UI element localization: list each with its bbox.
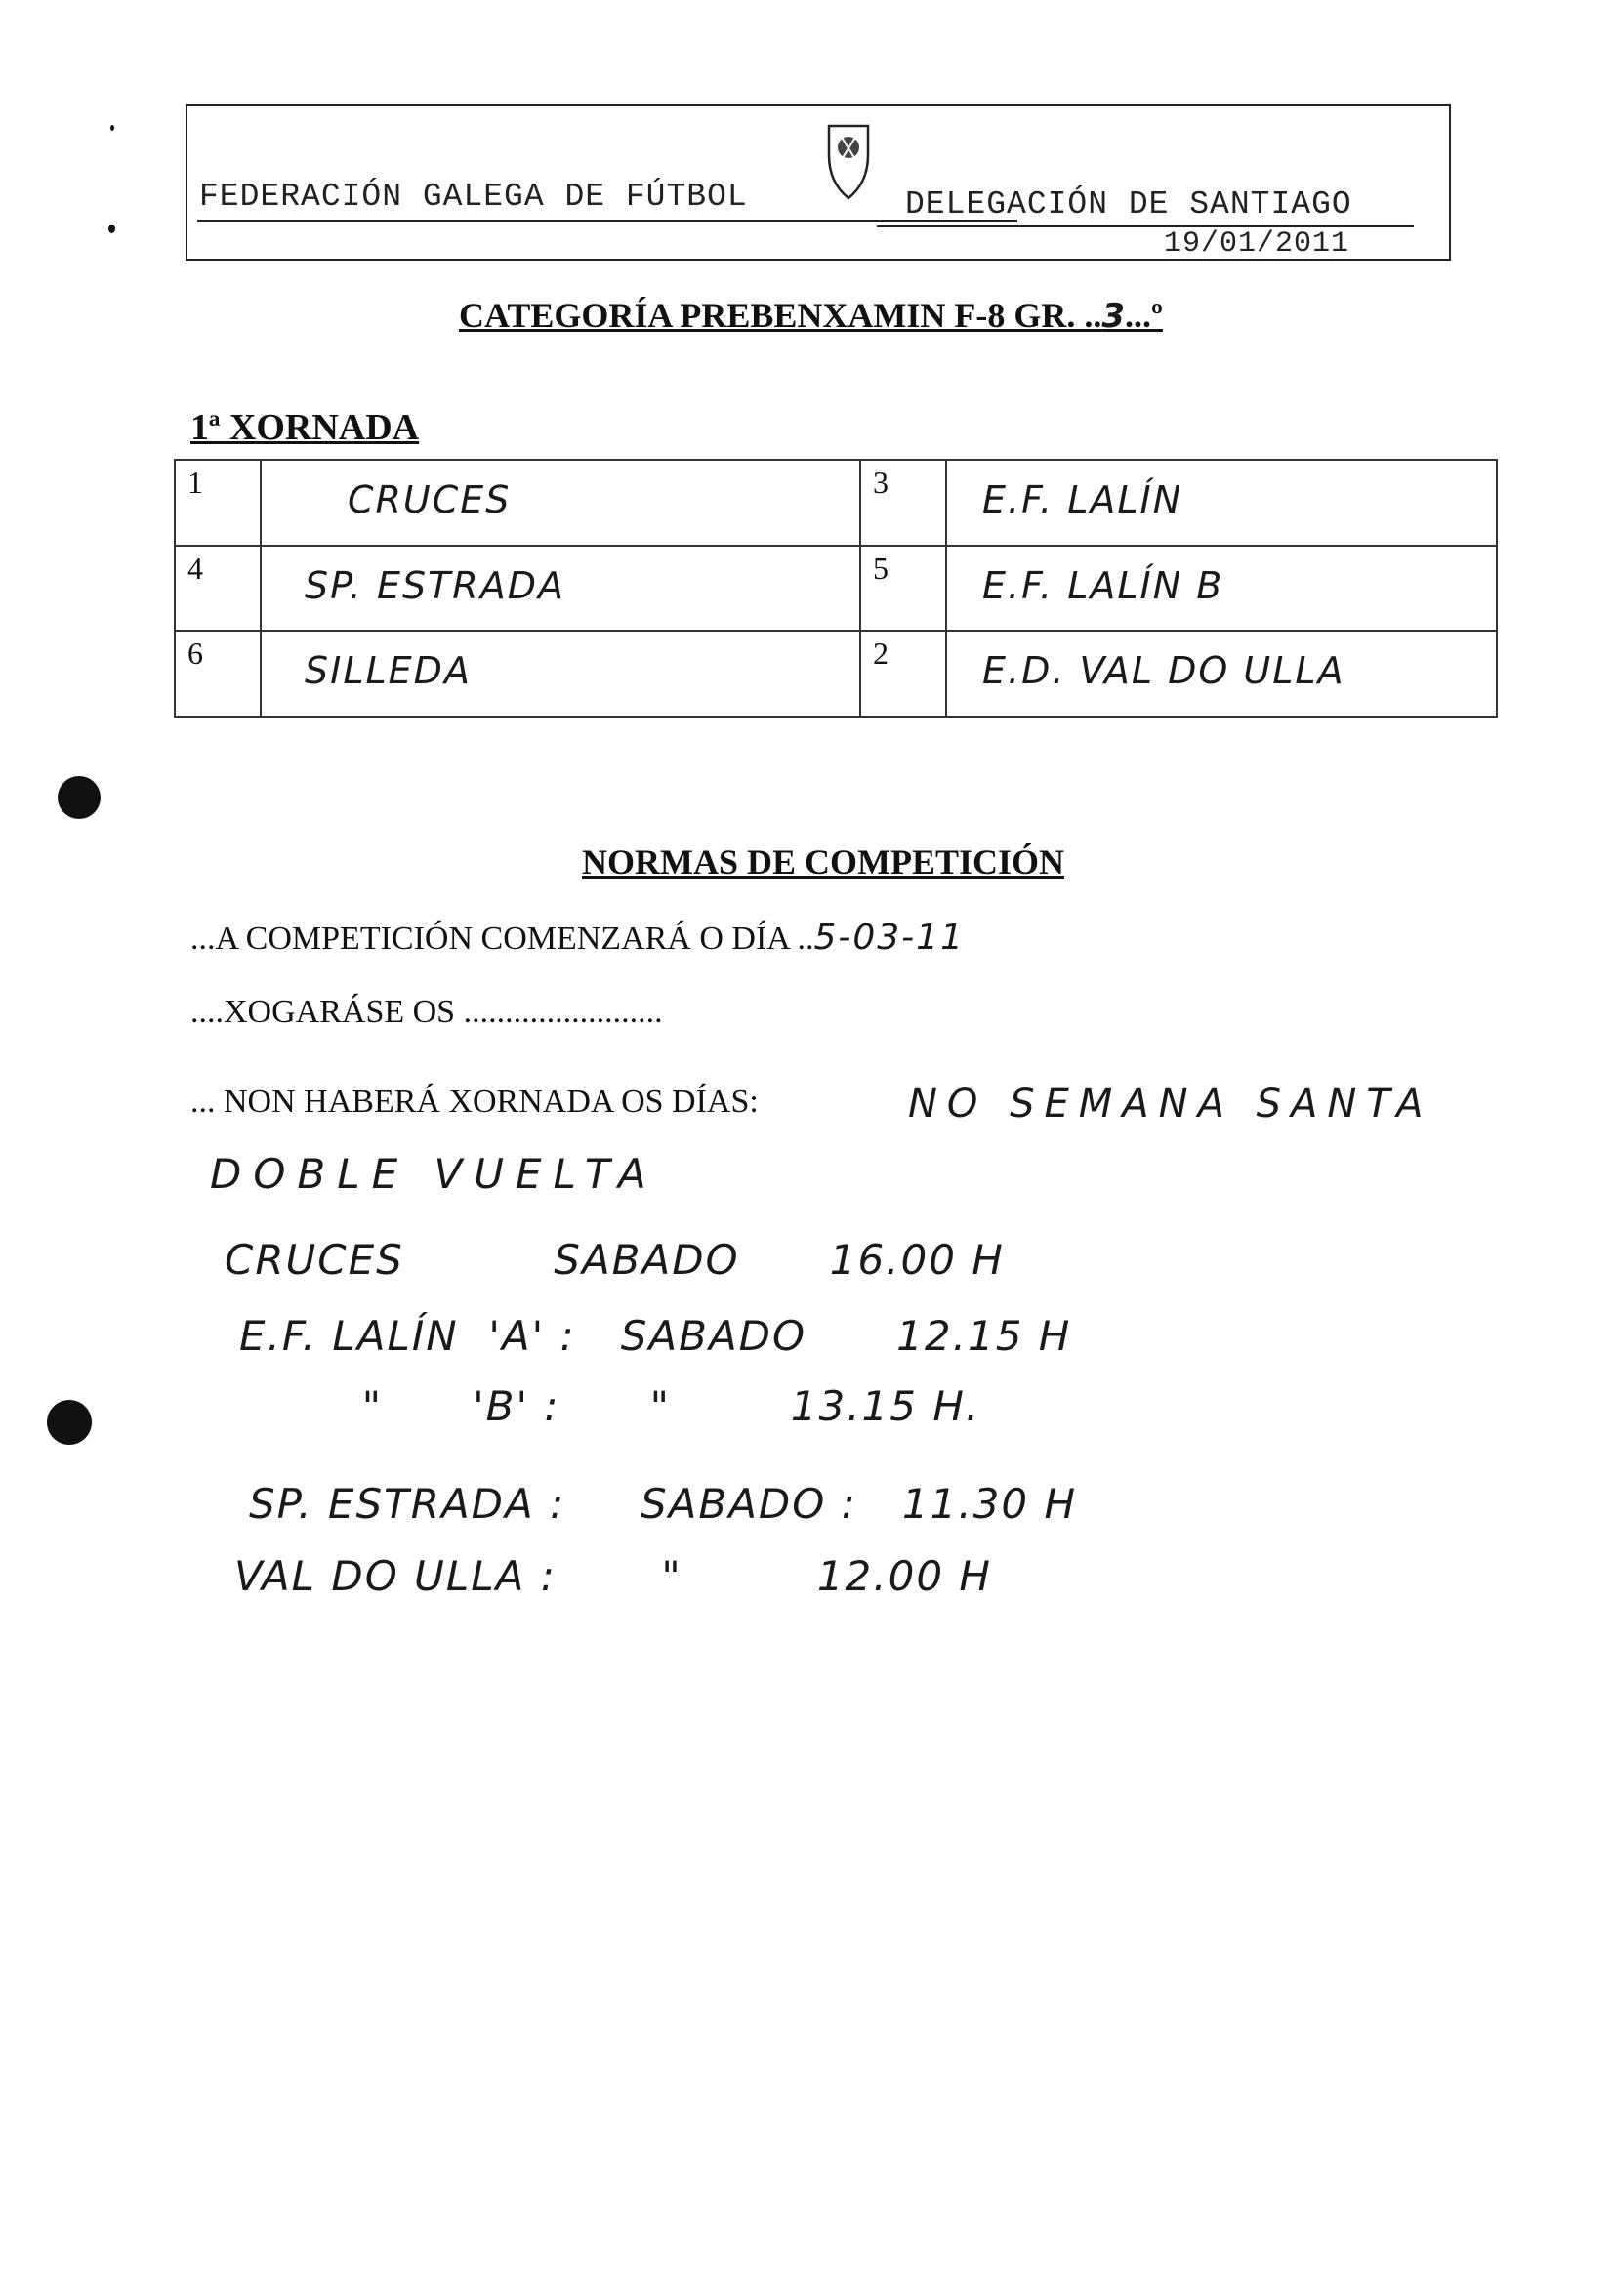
- start-date-value: 5-03-11: [813, 918, 965, 958]
- no-round-value: NO SEMANA SANTA: [908, 1082, 1433, 1127]
- table-row: [175, 546, 1497, 632]
- federation-crest-icon: [826, 122, 871, 200]
- team-name: E.F. LALÍN B: [982, 563, 1224, 607]
- punch-hole: [47, 1400, 92, 1445]
- team-cell: [946, 546, 1497, 632]
- team-name: SP. ESTRADA: [305, 563, 565, 607]
- rules-title: NORMAS DE COMPETICIÓN: [582, 842, 1065, 882]
- team-name: SILLEDA: [305, 649, 472, 693]
- punch-hole-mark: [110, 125, 114, 131]
- team-number: 3: [860, 460, 946, 546]
- team-cell: [261, 460, 860, 546]
- group-number: 3: [1101, 297, 1126, 336]
- handwritten-note: E.F. LALÍN 'A' : SABADO 12.15 H: [239, 1312, 1072, 1360]
- team-cell: [261, 631, 860, 717]
- delegation-name: DELEGACIÓN DE SANTIAGO: [905, 186, 1352, 223]
- play-days-line: ....XOGARÁSE OS ........................: [190, 994, 663, 1030]
- team-name: E.D. VAL DO ULLA: [982, 649, 1345, 693]
- team-number: 2: [860, 631, 946, 717]
- fixtures-table: [174, 459, 1498, 718]
- handwritten-note: VAL DO ULLA : " 12.00 H: [234, 1552, 992, 1600]
- team-number: 4: [175, 546, 261, 632]
- team-number: 6: [175, 631, 261, 717]
- team-cell: [261, 546, 860, 632]
- letterhead-box: [186, 104, 1451, 261]
- handwritten-note: DOBLE VUELTA: [210, 1150, 658, 1198]
- team-number: 1: [175, 460, 261, 546]
- handwritten-note: SP. ESTRADA : SABADO : 11.30 H: [249, 1480, 1078, 1528]
- team-name: CRUCES: [348, 478, 512, 521]
- handwritten-note: " 'B' : " 13.15 H.: [332, 1382, 981, 1430]
- federation-name: FEDERACIÓN GALEGA DE FÚTBOL: [199, 179, 748, 215]
- team-name: E.F. LALÍN: [982, 478, 1183, 521]
- no-round-label: ... NON HABERÁ XORNADA OS DÍAS:: [190, 1084, 759, 1120]
- punch-hole: [58, 776, 101, 819]
- start-date-line: ...A COMPETICIÓN COMENZARÁ O DÍA ..5-03-11: [190, 918, 965, 958]
- team-cell: [946, 460, 1497, 546]
- table-row: [175, 631, 1497, 717]
- divider: [197, 220, 1017, 222]
- table-row: [175, 460, 1497, 546]
- document-date: 19/01/2011: [1164, 227, 1350, 261]
- team-cell: [946, 631, 1497, 717]
- team-number: 5: [860, 546, 946, 632]
- punch-hole-mark: [108, 225, 115, 233]
- handwritten-note: CRUCES SABADO 16.00 H: [225, 1236, 1005, 1284]
- round-title: 1ª XORNADA: [190, 407, 420, 448]
- category-title: CATEGORÍA PREBENXAMIN F-8 GR. ..3...º: [459, 296, 1163, 336]
